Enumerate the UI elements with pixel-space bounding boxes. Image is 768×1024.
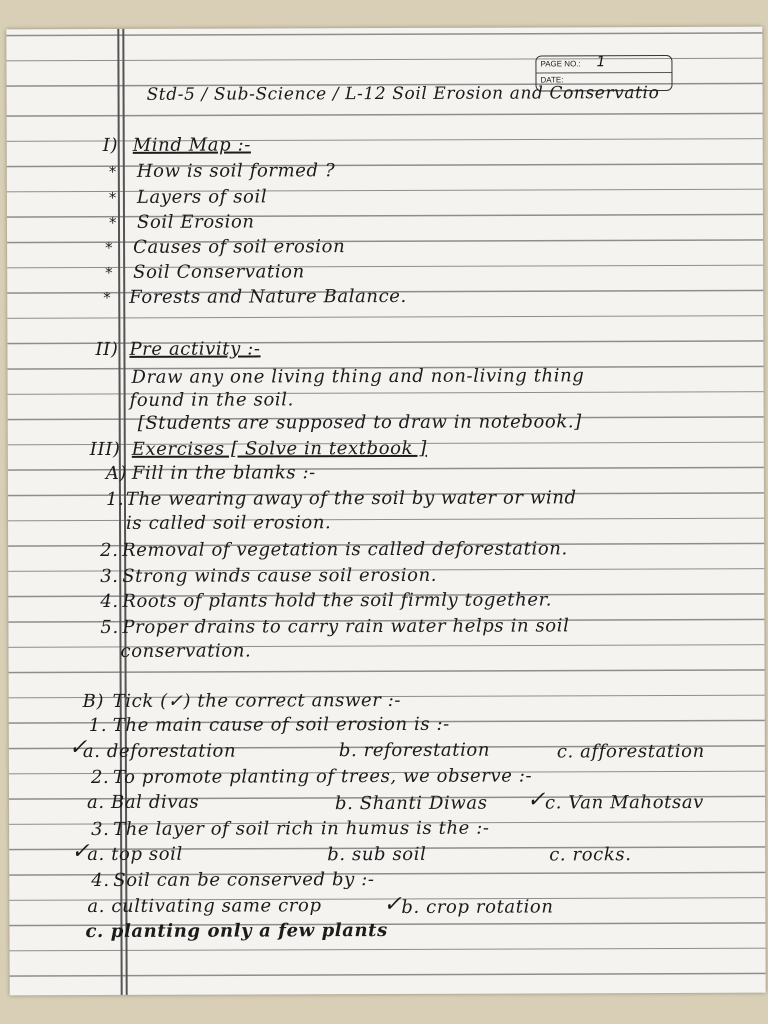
fill-blank-item: The wearing away of the soil by water or wind	[125, 487, 577, 510]
mcq-option: c. planting only a few plants	[85, 919, 388, 943]
pre-activity-heading: Pre activity :-	[129, 338, 261, 360]
mind-map-heading: Mind Map :-	[132, 134, 251, 156]
mcq-option: a. deforestation	[82, 740, 237, 763]
page-no-label: PAGE NO.:	[540, 59, 581, 69]
mind-map-item: Soil Erosion	[136, 211, 255, 233]
mcq-option: b. sub soil	[327, 843, 427, 866]
mcq-option: a. Bal divas	[86, 791, 200, 814]
mind-map-item: How is soil formed ?	[136, 160, 336, 182]
mcq-question: Soil can be conserved by :-	[113, 869, 375, 891]
mind-map-item: Forests and Nature Balance.	[129, 285, 407, 308]
page-no-value: 1	[596, 54, 606, 71]
bullet-marker: *	[108, 213, 117, 232]
bullet-marker: *	[103, 288, 111, 307]
pre-activity-text: found in the soil.	[129, 389, 294, 411]
fill-blank-item: Removal of vegetation is called deforestation.	[122, 538, 568, 561]
section-marker: I)	[102, 134, 119, 156]
mcq-option: a. cultivating same crop	[87, 895, 322, 918]
bullet-marker: *	[108, 162, 117, 181]
question-number: 4.	[100, 590, 119, 612]
bullet-marker: *	[105, 263, 113, 282]
question-number: 3.	[100, 565, 119, 587]
fill-blank-item: conservation.	[120, 640, 252, 662]
fill-blank-item: Strong winds cause soil erosion.	[122, 564, 438, 587]
fill-blank-item: is called soil erosion.	[126, 512, 332, 534]
fill-blank-item: Roots of plants hold the soil firmly together.	[122, 589, 553, 612]
mcq-option: c. Van Mahotsav	[544, 791, 704, 814]
mcq-question: To promote planting of trees, we observe :-	[112, 765, 533, 788]
bullet-marker: *	[105, 238, 113, 257]
mcq-question: The main cause of soil erosion is :-	[112, 713, 450, 736]
check-mark-icon: ✓	[383, 891, 403, 918]
check-mark-icon: ✓	[71, 839, 91, 865]
question-number: 4.	[91, 869, 110, 892]
mind-map-item: Layers of soil	[136, 186, 268, 208]
page-title: Std-5 / Sub-Science / L-12 Soil Erosion and Conservatio	[146, 83, 660, 105]
question-number: 1.	[105, 488, 125, 510]
mcq-option: a. top soil	[87, 843, 183, 866]
mcq-option: b. Shanti Diwas	[334, 792, 488, 815]
date-label: DATE:	[540, 75, 564, 85]
mcq-option: c. rocks.	[549, 844, 632, 866]
fill-blank-item: Proper drains to carry rain water helps in soil	[122, 615, 570, 638]
question-number: 1.	[88, 714, 108, 737]
pre-activity-note: [Students are supposed to draw in notebook.]	[137, 411, 582, 434]
mcq-option: c. afforestation	[556, 740, 705, 763]
mcq-option: b. crop rotation	[401, 896, 554, 918]
mind-map-item: Causes of soil erosion	[133, 236, 346, 258]
notebook-page	[6, 27, 765, 996]
pre-activity-text: Draw any one living thing and non-living thing	[131, 365, 585, 388]
exercises-heading: Exercises [ Solve in textbook ]	[131, 437, 428, 460]
question-number: 2.	[100, 539, 119, 561]
subsection-marker: A)	[105, 462, 128, 484]
check-mark-icon: ✓	[68, 735, 88, 761]
question-number: 3.	[91, 818, 110, 841]
question-number: 5.	[100, 616, 119, 638]
mind-map-item: Soil Conservation	[133, 261, 305, 283]
mcq-question: The layer of soil rich in humus is the :-	[113, 817, 490, 840]
section-marker: III)	[89, 438, 121, 461]
fill-blanks-heading: Fill in the blanks :-	[131, 462, 316, 484]
subsection-marker: B)	[82, 690, 105, 713]
mcq-option: b. reforestation	[338, 739, 491, 762]
question-number: 2.	[90, 766, 110, 789]
section-marker: II)	[95, 338, 119, 361]
bullet-marker: *	[108, 188, 117, 207]
tick-heading: Tick (✓) the correct answer :-	[112, 689, 402, 712]
check-mark-icon: ✓	[526, 787, 547, 813]
